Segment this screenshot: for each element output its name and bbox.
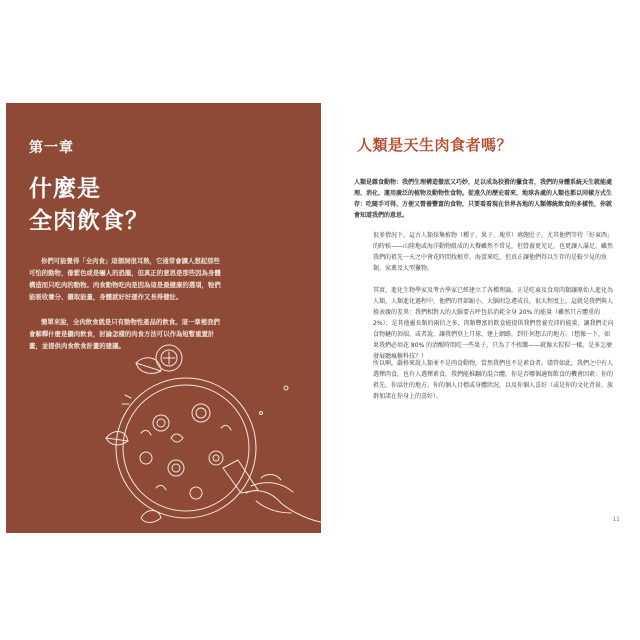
body-paragraph-1: 人類是雜食動物：我們生理構造徹底又巧妙，足以成為狡猾的獵食者，我們的身體系統天生就能處理、消化、運用廣泛的植物及動物性食物。從遠久的歷史看來，地球各處的人類也都以同樣方式生存：吃隨手可得、方便又營養豐富的食物，只要看看現在世界各地的人類傳統飲食的多樣性，你就會知道我們的意思。 (354, 179, 613, 219)
chapter-title (29, 173, 149, 237)
right-page (321, 103, 634, 533)
body-paragraph-3: 其實，進化生物學家及考古學家已經建立了各種理論，正是吃東及食用肉類讓原始人進化為人類，人類進化過程中，他們的胃部縮小，大腦則急遽成長，很大程度上，這就是我們與人猿表親的差異：我們相對大的大腦要占呼包括消耗全身 20% 的能量（雖然只占體重的 2%）；是其他靈長類的兩倍之多，肉類豐富的飲食能提供我們營養充沛的能量，讓我們走向食物鏈的頂端，或者說，讓我們登上月球、建上網路，到任何想去的地方。（想像一下，如果我們必須花 80% 的清醒時間吃一些果子，只為了不挨餓——就像大猩猩一樣，是多怎麼發展聽瘋樹科技？） (373, 287, 614, 360)
page-number: 11 (612, 516, 620, 523)
chapter-title-line1: 什麼是 (29, 176, 101, 202)
intro-paragraph: 你們可能覺得「全肉食」這個詞很耳熟，它通常會讓人想起那些可怕的動物，像紫色或是嚇人的恐龍，但真正的意思是那些因為身體構造而只吃肉的動物。肉食動物吃肉是因為這是最健康的選項，牠們能吸收養分、攝取能量，身體就好好運作又長得健壯。 (29, 257, 221, 302)
left-page (6, 103, 321, 533)
section-title: 人類是天生肉食者嗎？ (357, 136, 513, 154)
body-paragraph-4: 所以啊，嚴格來說人類並不是肉食動物，當然我們也不是素食者，儘管如此，我們之中有人選擇肉食，也有人選擇素食，我們能推翻的混合體，你是否哪個適寫飲食的機會因素：你的祖先、你話住的地方、你的個人目標或身體狀況，以及你個人喜好（或是你的文化背景、族群加諸在你身上的喜好）。 (373, 360, 614, 400)
summary-paragraph: 簡單來說，全肉飲食就是只有動物性產品的飲食。這一章裡我們會解釋什麼是攝肉飲食，討論怎樣的肉食方法可以作為短暫重置計畫，並提供肉食飲食計畫的建議。 (29, 318, 220, 351)
chapter-title-line2: 全肉飲食？ (29, 208, 149, 234)
pizza-illustration (101, 318, 321, 533)
chapter-label: 第一章 (29, 140, 74, 156)
body-paragraph-2: 很多情況下，這古人類採集植物（種子、果子、塊莖）填飽肚子，尤其他們等待「好東西」的時候——山陸地或海洋動物組成的大餐雖然不常見，但營養更充足，也更讓人滿足，雖然我們的祖先一天之中會花時間找根莖、海蛋來吃，但真正讓他們得以生存的是較少見的魚類，家禽及大型獵物。 (373, 232, 614, 272)
